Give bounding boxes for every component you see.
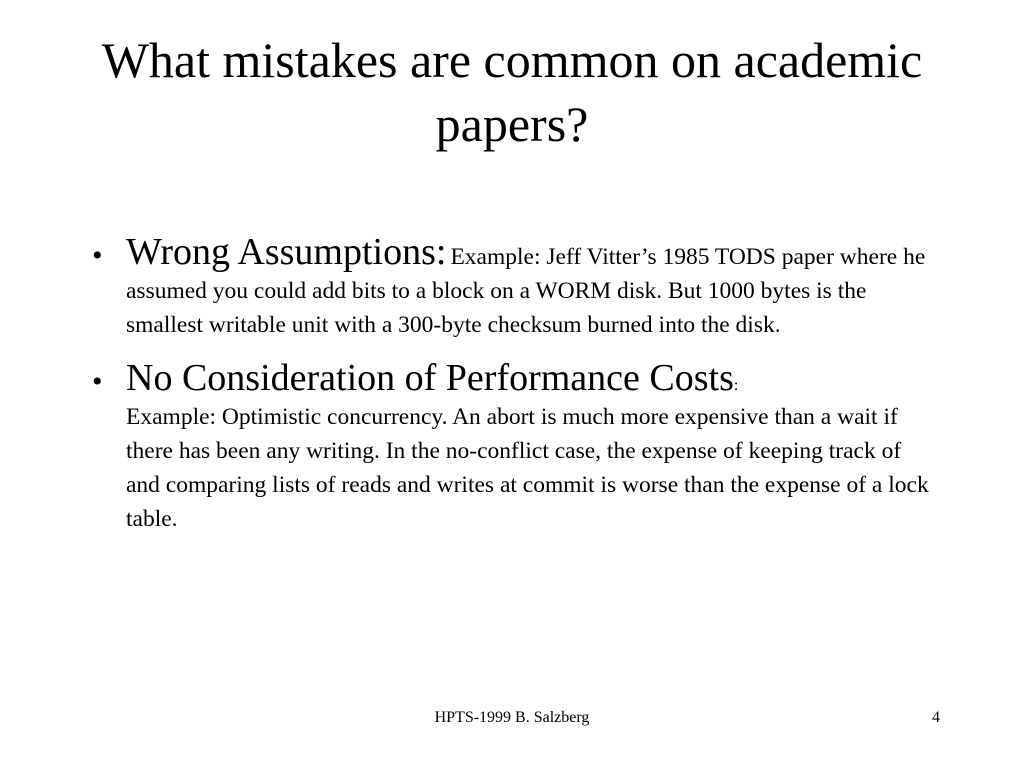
slide-title: What mistakes are common on academic papers? [101,32,923,152]
bullet-detail: Example: Jeff Vitter’s 1985 TODS paper where he assumed you could add bits to a block on a WORM disk. But 1000 bytes is the smallest writable unit with a 300-byte checksum burned into the disk. [126,244,926,338]
bullet-item-wrong-assumptions [92,230,932,342]
slide-footer: HPTS-1999 B. Salzberg [434,709,590,726]
bullet-heading: No Consideration of Performance Costs [126,357,734,399]
page-number: 4 [932,709,940,726]
bullet-heading: Wrong Assumptions: [126,231,447,273]
bullet-heading-suffix: : [733,377,739,394]
bullet-list [92,230,932,550]
bullet-item-performance-costs [92,356,932,536]
bullet-detail: Example: Optimistic concurrency. An abort is much more expensive than a wait if there has been any writing. In the no-conflict case, the expense of keeping track of and comparing lists of reads and writes at commit is worse than the expense of a lock table. [126,404,929,532]
bullet-body [126,230,932,342]
bullet-marker: • [92,239,103,272]
bullet-marker: • [92,365,103,398]
bullet-body [126,356,932,536]
